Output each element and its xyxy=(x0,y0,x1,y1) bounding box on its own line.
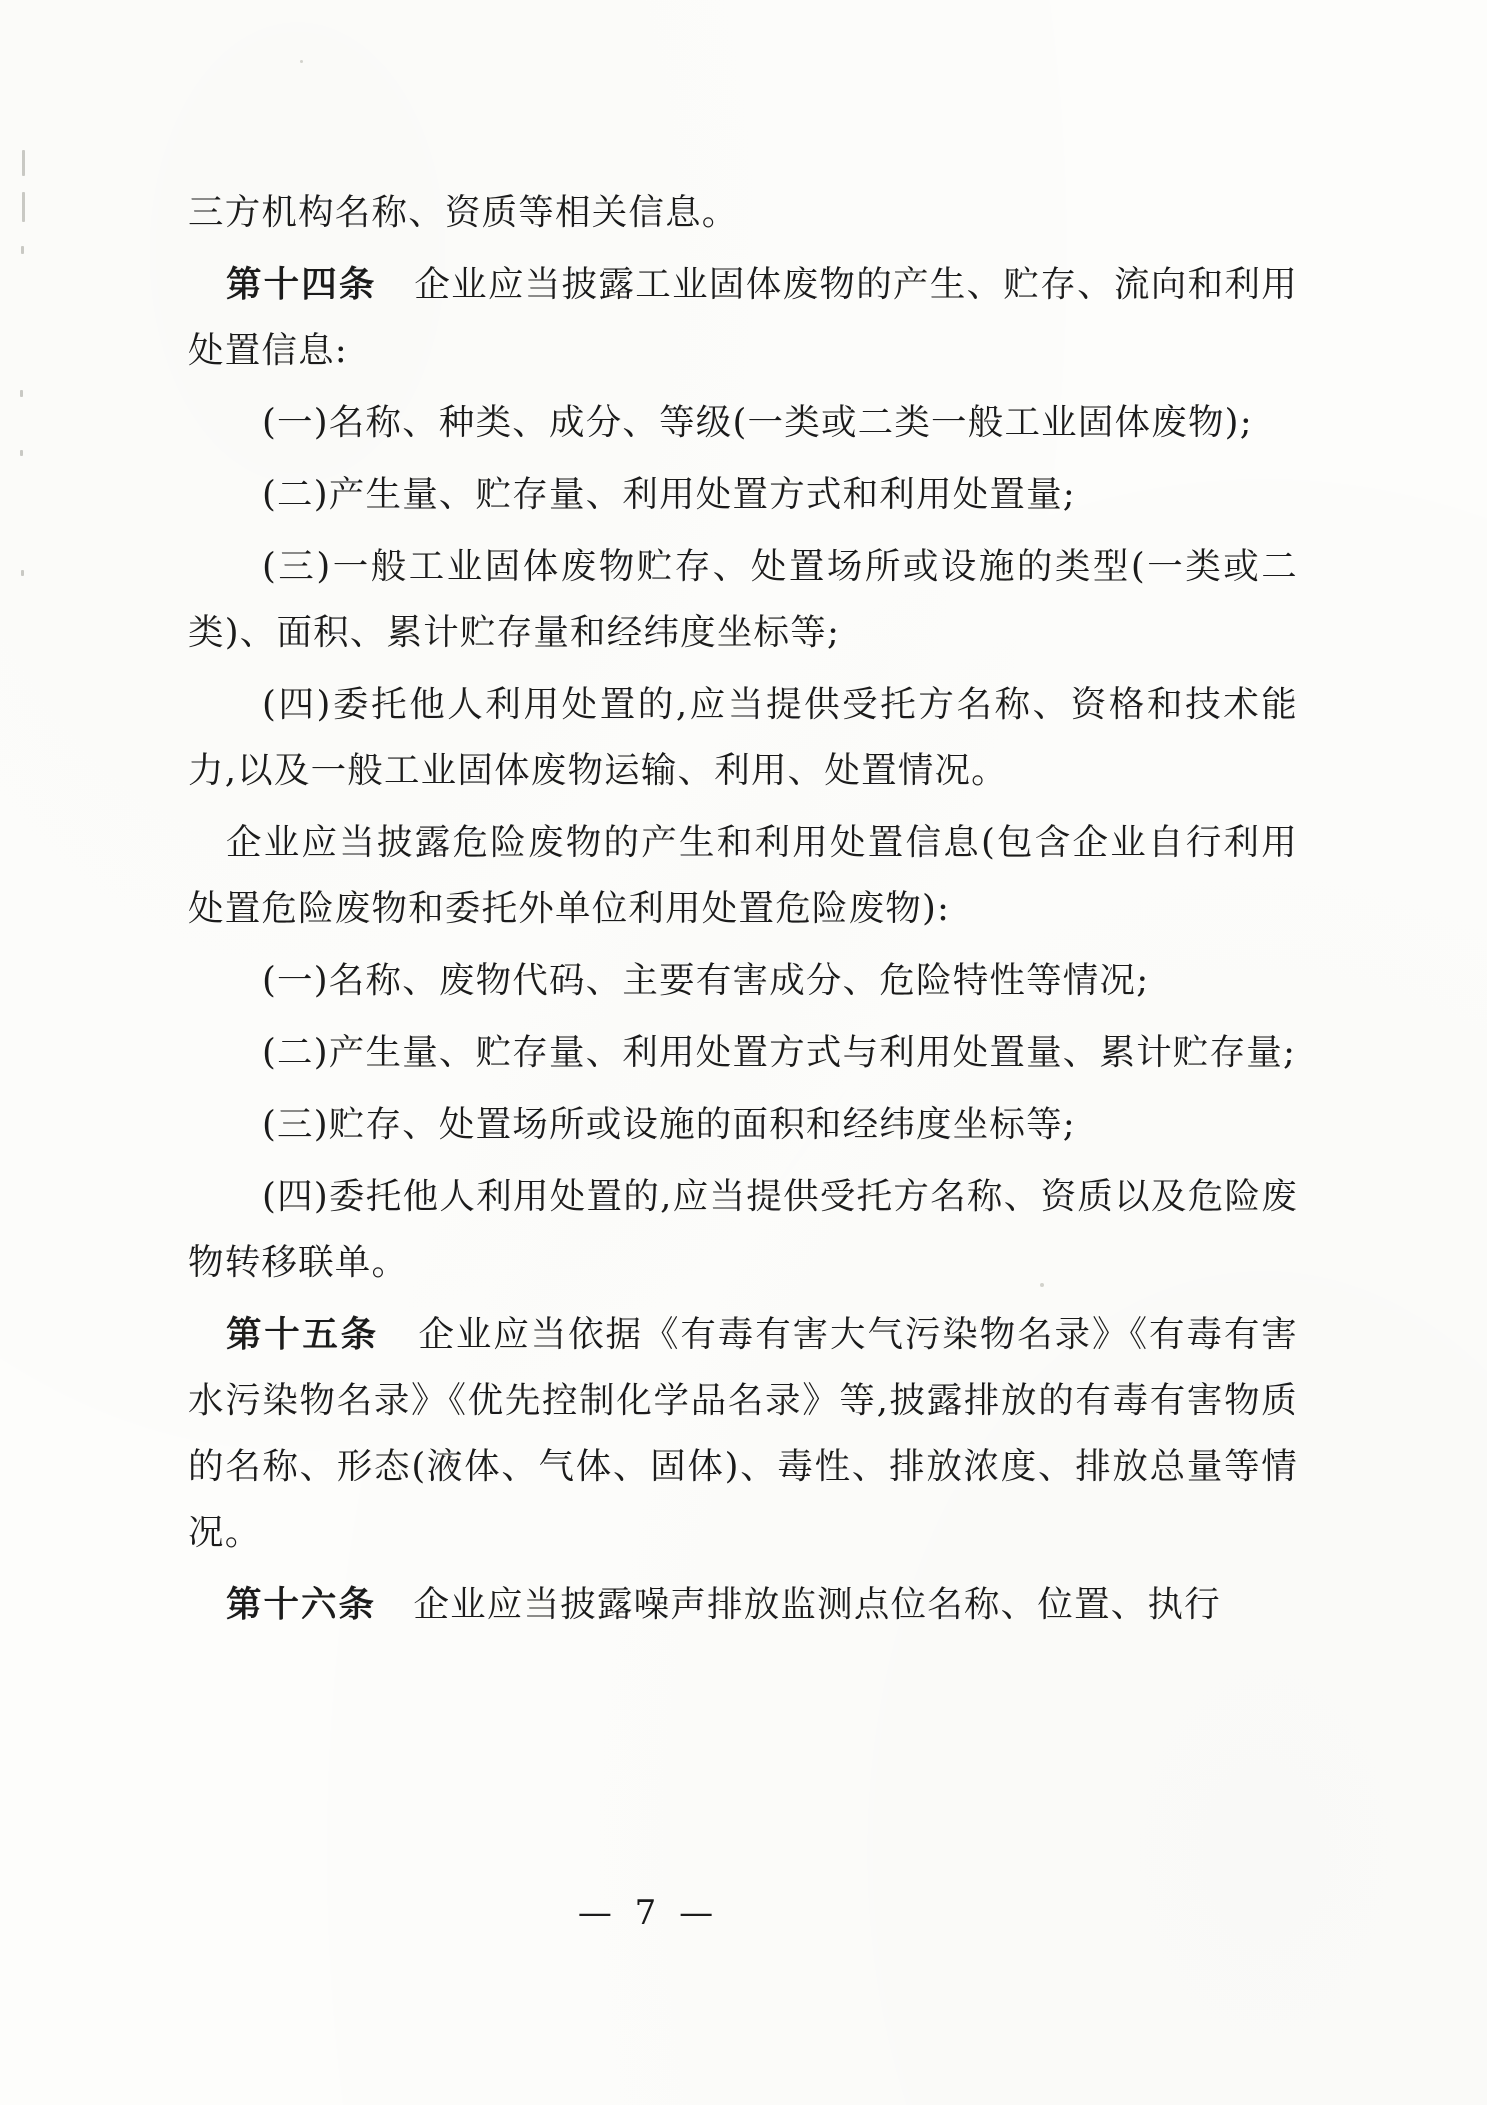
paragraph-14-item-1 xyxy=(188,390,1298,456)
paragraph-article-16 xyxy=(188,1572,1298,1638)
page-number: — 7 — xyxy=(577,1893,720,1933)
paragraph-hw-item-4 xyxy=(188,1164,1298,1296)
paragraph-text: (二)产生量、贮存量、利用处置方式和利用处置量; xyxy=(262,474,1076,515)
article-label: 第十四条 xyxy=(226,264,377,305)
paragraph-continuation xyxy=(188,180,1298,246)
paragraph-text: 企业应当披露噪声排放监测点位名称、位置、执行 xyxy=(413,1584,1221,1625)
paragraph-14-item-2 xyxy=(188,462,1298,528)
paragraph-hw-item-2 xyxy=(188,1020,1298,1086)
paragraph-text: (二)产生量、贮存量、利用处置方式与利用处置量、累计贮存量; xyxy=(262,1032,1297,1073)
paragraph-text: (四)委托他人利用处置的,应当提供受托方名称、资质以及危险废物转移联单。 xyxy=(188,1176,1298,1283)
paragraph-text: 企业应当依据《有毒有害大气污染物名录》《有毒有害水污染物名录》《优先控制化学品名录》等,披露排放的有毒有害物质的名称、形态(液体、气体、固体)、毒性、排放浓度、排放总量等情况。 xyxy=(188,1314,1298,1553)
body-text-column xyxy=(188,180,1298,1644)
paragraph-article-14 xyxy=(188,252,1298,384)
scan-speck xyxy=(300,60,303,63)
paragraph-hw-item-3 xyxy=(188,1092,1298,1158)
scan-margin-marks xyxy=(18,150,34,570)
paragraph-14-item-4 xyxy=(188,672,1298,804)
paragraph-hazardous-intro xyxy=(188,810,1298,942)
paragraph-text: (一)名称、废物代码、主要有害成分、危险特性等情况; xyxy=(262,960,1150,1001)
article-label: 第十六条 xyxy=(226,1584,377,1625)
paragraph-text: 企业应当披露危险废物的产生和利用处置信息(包含企业自行利用处置危险废物和委托外单位利用处置危险废物): xyxy=(188,822,1298,929)
paragraph-hw-item-1 xyxy=(188,948,1298,1014)
paragraph-text: (四)委托他人利用处置的,应当提供受托方名称、资格和技术能力,以及一般工业固体废物运输、利用、处置情况。 xyxy=(188,684,1298,791)
paragraph-14-item-3 xyxy=(188,534,1298,666)
paragraph-text: (一)名称、种类、成分、等级(一类或二类一般工业固体废物); xyxy=(262,402,1253,443)
paragraph-text: (三)贮存、处置场所或设施的面积和经纬度坐标等; xyxy=(262,1104,1076,1145)
paragraph-text: 三方机构名称、资质等相关信息。 xyxy=(188,192,739,233)
article-label: 第十五条 xyxy=(226,1314,379,1355)
paragraph-text: (三)一般工业固体废物贮存、处置场所或设施的类型(一类或二类)、面积、累计贮存量和经纬度坐标等; xyxy=(188,546,1298,653)
paragraph-article-15 xyxy=(188,1302,1298,1566)
paragraph-text: 企业应当披露工业固体废物的产生、贮存、流向和利用处置信息: xyxy=(188,264,1298,371)
